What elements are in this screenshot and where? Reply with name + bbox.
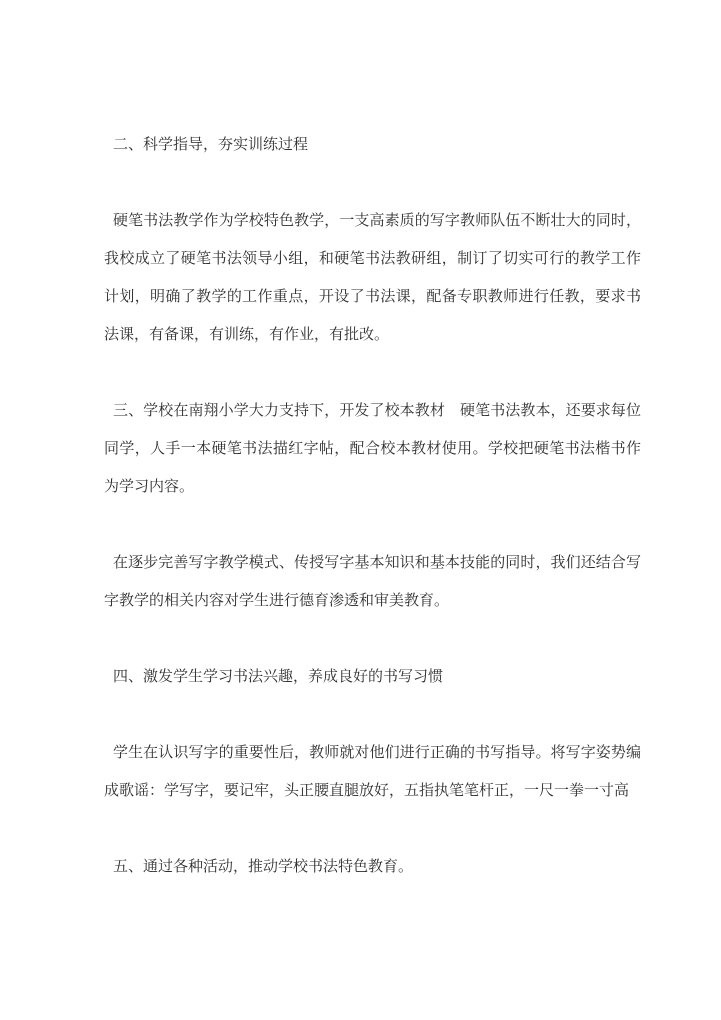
section-heading-5: 五、通过各种活动，推动学校书法特色教育。 (113, 859, 414, 875)
section-heading-4: 四、激发学生学习书法兴趣，养成良好的书写习惯 (113, 669, 444, 685)
paragraph-training-process: 硬笔书法教学作为学校特色教学，一支高素质的写字教师队伍不断壮大的同时，我校成立了硬笔书法领导小组，和硬笔书法教研组，制订了切实可行的教学工作计划，明确了教学的工作重点，开设了书法课，配备专职教师进行任教，要求书法课，有备课，有训练，有作业，有批改。 (104, 213, 641, 343)
paragraph-school-textbook: 三、学校在南翔小学大力支持下，开发了校本教材 硬笔书法教本，还要求每位同学，人手一本硬笔书法描红字帖，配合校本教材使用。学校把硬笔书法楷书作为学习内容。 (104, 403, 641, 495)
paragraph-moral-aesthetic-education: 在逐步完善写字教学模式、传授写字基本知识和基本技能的同时，我们还结合写字教学的相关内容对学生进行德育渗透和审美教育。 (104, 555, 641, 609)
document-body (104, 126, 641, 886)
section-heading-2: 二、科学指导，夯实训练过程 (113, 137, 309, 153)
paragraph-writing-posture-rhyme: 学生在认识写字的重要性后，教师就对他们进行正确的书写指导。将写字姿势编成歌谣：学写字，要记牢，头正腰直腿放好，五指执笔笔杆正，一尺一拳一寸高 (104, 745, 641, 799)
